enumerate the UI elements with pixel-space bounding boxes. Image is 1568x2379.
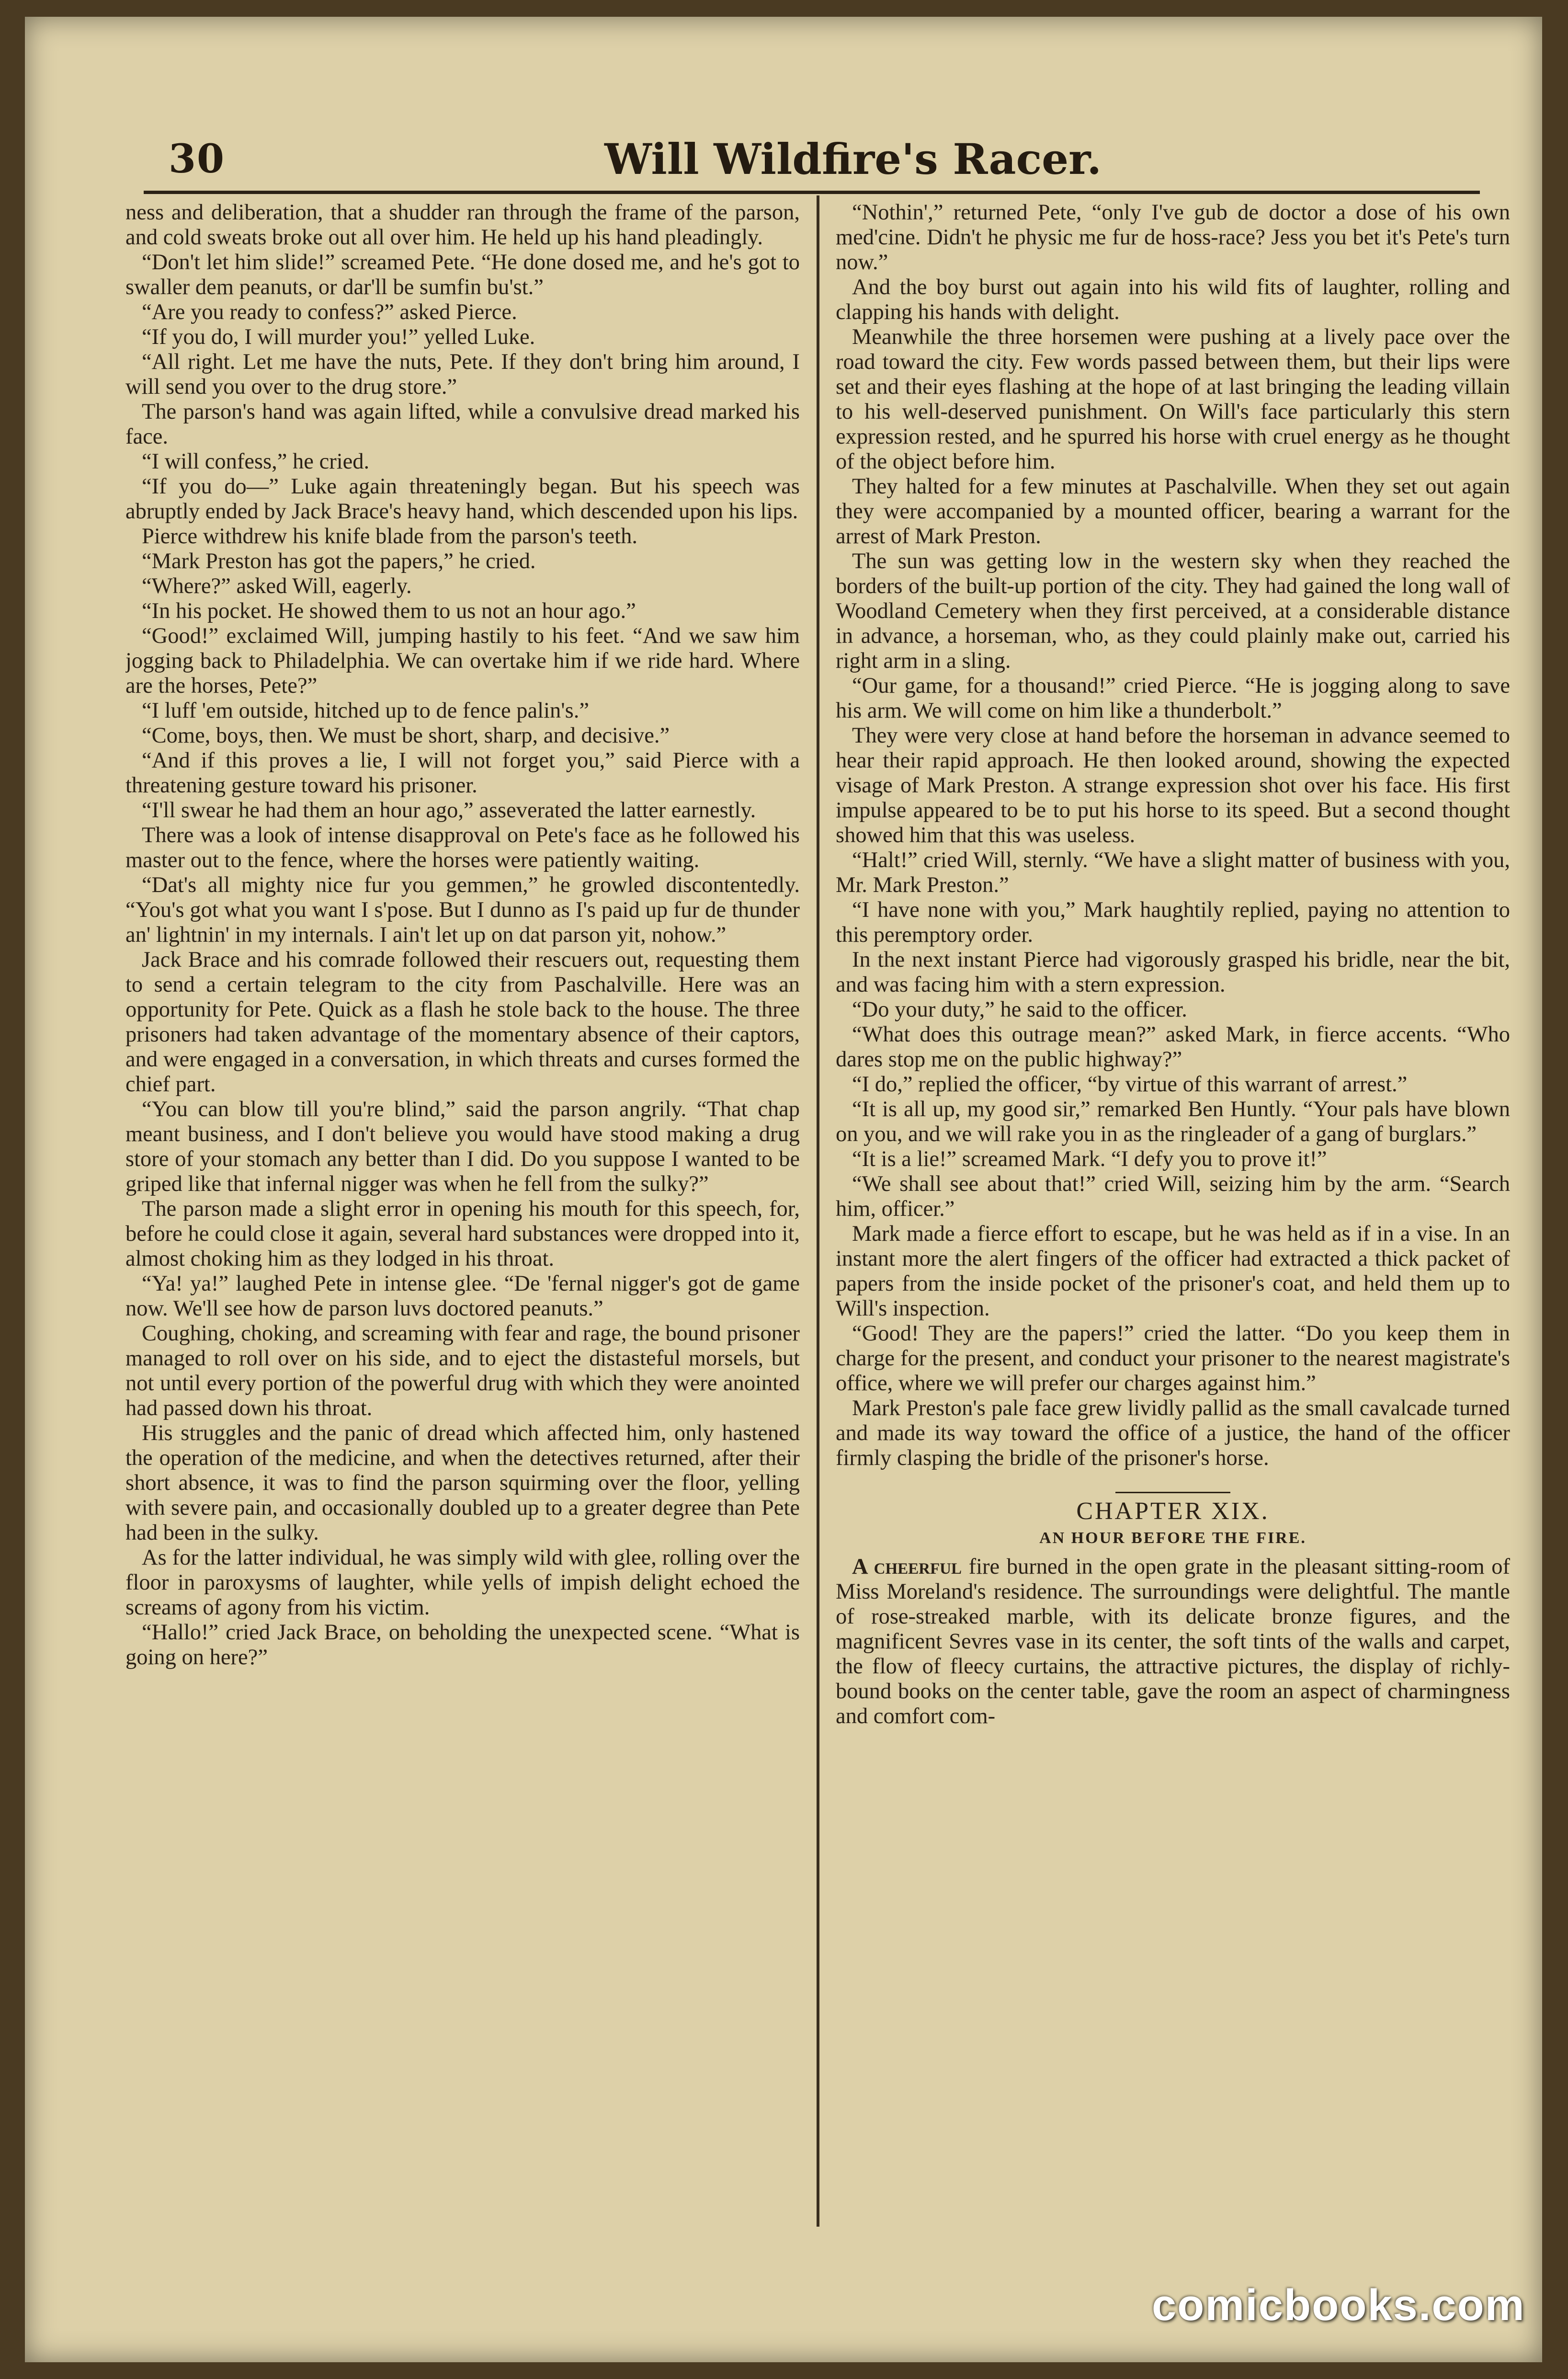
header-rule — [144, 191, 1480, 194]
chapter-paragraph-text: fire burned in the open grate in the pleasant sitting-room of Miss Moreland's residence. The surroundings were delightful. The mantle of rose-streaked marble, with its delicate bronze figures, and the magnificent Sevres vase in its center, the soft tints of the walls and carpet, the flow of fleecy curtains, the attractive pictures, the display of richly-bound books on the center table, gave the room an aspect of charmingness and comfort com- — [836, 1555, 1510, 1728]
paragraph: “Where?” asked Will, eagerly. — [142, 574, 412, 598]
paragraph: “And if this proves a lie, I will not forget you,” said Pierce with a threatening gesture toward his prisoner. — [125, 748, 800, 798]
paragraph: Jack Brace and his comrade followed their rescuers out, requesting them to send a certain telegram to the city from Paschalville. Here was an opportunity for Pete. Quick as a flash he stole back to the house. The three prisoners had taken advantage of the momentary absence of their captors, and were engaged in a conversation, in which threats and curses formed the chief part. — [125, 948, 800, 1097]
chapter-rule — [1115, 1492, 1230, 1493]
paragraph: In the next instant Pierce had vigorously grasped his bridle, near the bit, and was facing him with a stern expression. — [836, 948, 1510, 997]
paragraph: “If you do—” Luke again threateningly began. But his speech was abruptly ended by Jack Brace's heavy hand, which descended upon his lips. — [125, 474, 800, 524]
paragraph: “We shall see about that!” cried Will, seizing him by the arm. “Search him, officer.” — [836, 1172, 1510, 1221]
paragraph: “Are you ready to confess?” asked Pierce. — [142, 300, 517, 324]
chapter-heading — [836, 1492, 1510, 1552]
page-number: 30 — [169, 136, 226, 182]
paragraph: “Ya! ya!” laughed Pete in intense glee. “De 'fernal nigger's got de game now. We'll see how de parson luvs doctored peanuts.” — [125, 1271, 800, 1321]
running-title: Will Wildfire's Racer. — [604, 134, 1102, 184]
paragraph: “Mark Preston has got the papers,” he cried. — [142, 549, 536, 573]
paragraph: “I will confess,” he cried. — [142, 449, 370, 474]
column-divider — [817, 195, 819, 2227]
paragraph: “Dat's all mighty nice fur you gemmen,” he growled discontentedly. “You's got what you want I s'pose. But I dunno as I's paid up fur de thunder an' lightnin' in my internals. I ain't let up on dat parson yit, nohow.” — [125, 873, 800, 947]
paragraph: “If you do, I will murder you!” yelled Luke. — [142, 325, 535, 349]
paragraph: “It is all up, my good sir,” remarked Ben Huntly. “Your pals have blown on you, and we will rake you in as the ringleader of a gang of burglars.” — [836, 1097, 1510, 1146]
paragraph: “Do your duty,” he said to the officer. — [852, 997, 1187, 1022]
page-header — [169, 128, 1500, 190]
left-column — [125, 200, 800, 2224]
paragraph: Mark made a fierce effort to escape, but he was held as if in a vise. In an instant more the alert fingers of the officer had extracted a thick packet of papers from the inside pocket of the prisoner's coat, and held them up to Will's inspection. — [836, 1222, 1510, 1321]
paragraph: “Don't let him slide!” screamed Pete. “He done dosed me, and he's got to swaller dem peanuts, or dar'll be sumfin bu'st.” — [125, 250, 800, 299]
chapter-first-paragraph — [836, 1555, 1510, 1729]
site-watermark: comicbooks.com — [1152, 2281, 1525, 2330]
paragraph: “You can blow till you're blind,” said the parson angrily. “That chap meant business, and I don't believe you would have stood making a drug store of your stomach any better than I did. Do you suppose I wanted to be griped like that infernal nigger was when he fell from the sulky?” — [125, 1097, 800, 1196]
paragraph: His struggles and the panic of dread which affected him, only hastened the operation of the medicine, and when the detectives returned, after their short absence, it was to find the parson squirming over the floor, yelling with severe pain, and occasionally doubled up to a greater degree than Pete had been in the sulky. — [125, 1421, 800, 1545]
paragraph: “In his pocket. He showed them to us not an hour ago.” — [142, 599, 636, 623]
paragraph: They halted for a few minutes at Paschalville. When they set out again they were accompanied by a mounted officer, bearing a warrant for the arrest of Mark Preston. — [836, 474, 1510, 549]
paragraph: “Our game, for a thousand!” cried Pierce. “He is jogging along to save his arm. We will come on him like a thunderbolt.” — [836, 674, 1510, 723]
paragraph: The sun was getting low in the western sky when they reached the borders of the built-up portion of the city. They had gained the long wall of Woodland Cemetery when they first perceived, at a considerable distance in advance, a horseman, who, as they could plainly make out, carried his right arm in a sling. — [836, 549, 1510, 673]
paragraph: “I luff 'em outside, hitched up to de fence palin's.” — [142, 698, 589, 723]
chapter-subtitle: AN HOUR BEFORE THE FIRE. — [1039, 1529, 1307, 1547]
paragraph: “Good! They are the papers!” cried the latter. “Do you keep them in charge for the present, and conduct your prisoner to the nearest magistrate's office, where we will prefer our charges against him.” — [836, 1321, 1510, 1395]
paragraph: “Nothin',” returned Pete, “only I've gub de doctor a dose of his own med'cine. Didn't he physic me fur de hoss-race? Jess you bet it's Pete's turn now.” — [836, 200, 1510, 274]
paragraph: “It is a lie!” screamed Mark. “I defy you to prove it!” — [852, 1147, 1327, 1171]
paragraph: “What does this outrage mean?” asked Mark, in fierce accents. “Who dares stop me on the public highway?” — [836, 1022, 1510, 1072]
chapter-lead-in: A cheerful — [852, 1555, 962, 1579]
paragraph: Meanwhile the three horsemen were pushing at a lively pace over the road toward the city. Few words passed between them, but their lips were set and their eyes flashing at the hope of at last bringing the leading villain to his well-deserved punishment. On Will's face particularly this stern expression rested, and he spurred his horse with cruel energy as he thought of the object before him. — [836, 325, 1510, 474]
paragraph: The parson made a slight error in opening his mouth for this speech, for, before he could close it again, several hard substances were dropped into it, almost choking him as they lodged in his throat. — [125, 1197, 800, 1271]
paragraph: ness and deliberation, that a shudder ran through the frame of the parson, and cold sweats broke out all over him. He held up his hand pleadingly. — [125, 200, 800, 250]
paragraph: “I'll swear he had them an hour ago,” asseverated the latter earnestly. — [142, 798, 756, 823]
paragraph: “I do,” replied the officer, “by virtue of this warrant of arrest.” — [852, 1072, 1408, 1097]
paragraph: Coughing, choking, and screaming with fear and rage, the bound prisoner managed to roll over on his side, and to eject the distasteful morsels, but not until every portion of the powerful drug with which they were anointed had passed down his throat. — [125, 1321, 800, 1420]
chapter-title: CHAPTER XIX. — [1076, 1498, 1270, 1525]
right-column — [836, 200, 1510, 2224]
paragraph: And the boy burst out again into his wild fits of laughter, rolling and clapping his hands with delight. — [836, 275, 1510, 324]
paragraph: There was a look of intense disapproval on Pete's face as he followed his master out to the fence, where the horses were patiently waiting. — [125, 823, 800, 872]
paragraph: As for the latter individual, he was simply wild with glee, rolling over the floor in paroxysms of laughter, while yells of impish delight echoed the screams of agony from his victim. — [125, 1545, 800, 1620]
paragraph: They were very close at hand before the horseman in advance seemed to hear their rapid approach. He then looked around, showing the expected visage of Mark Preston. A strange expression shot over his face. His first impulse appeared to be to put his horse to its speed. But a second thought showed him that this was useless. — [836, 723, 1510, 847]
paragraph: Mark Preston's pale face grew lividly pallid as the small cavalcade turned and made its way toward the office of a justice, the hand of the officer firmly clasping the bridle of the prisoner's horse. — [836, 1396, 1510, 1470]
paragraph: “All right. Let me have the nuts, Pete. If they don't bring him around, I will send you over to the drug store.” — [125, 350, 800, 399]
paragraph: “I have none with you,” Mark haughtily replied, paying no attention to this peremptory order. — [836, 898, 1510, 947]
paragraph: “Good!” exclaimed Will, jumping hastily to his feet. “And we saw him jogging back to Philadelphia. We can overtake him if we ride hard. Where are the horses, Pete?” — [125, 624, 800, 698]
paragraph: “Hallo!” cried Jack Brace, on beholding the unexpected scene. “What is going on here?” — [125, 1620, 800, 1670]
paragraph: “Come, boys, then. We must be short, sharp, and decisive.” — [142, 723, 670, 748]
paragraph: The parson's hand was again lifted, while a convulsive dread marked his face. — [125, 400, 800, 449]
paragraph: “Halt!” cried Will, sternly. “We have a slight matter of business with you, Mr. Mark Preston.” — [836, 848, 1510, 897]
paragraph: Pierce withdrew his knife blade from the parson's teeth. — [142, 524, 637, 549]
